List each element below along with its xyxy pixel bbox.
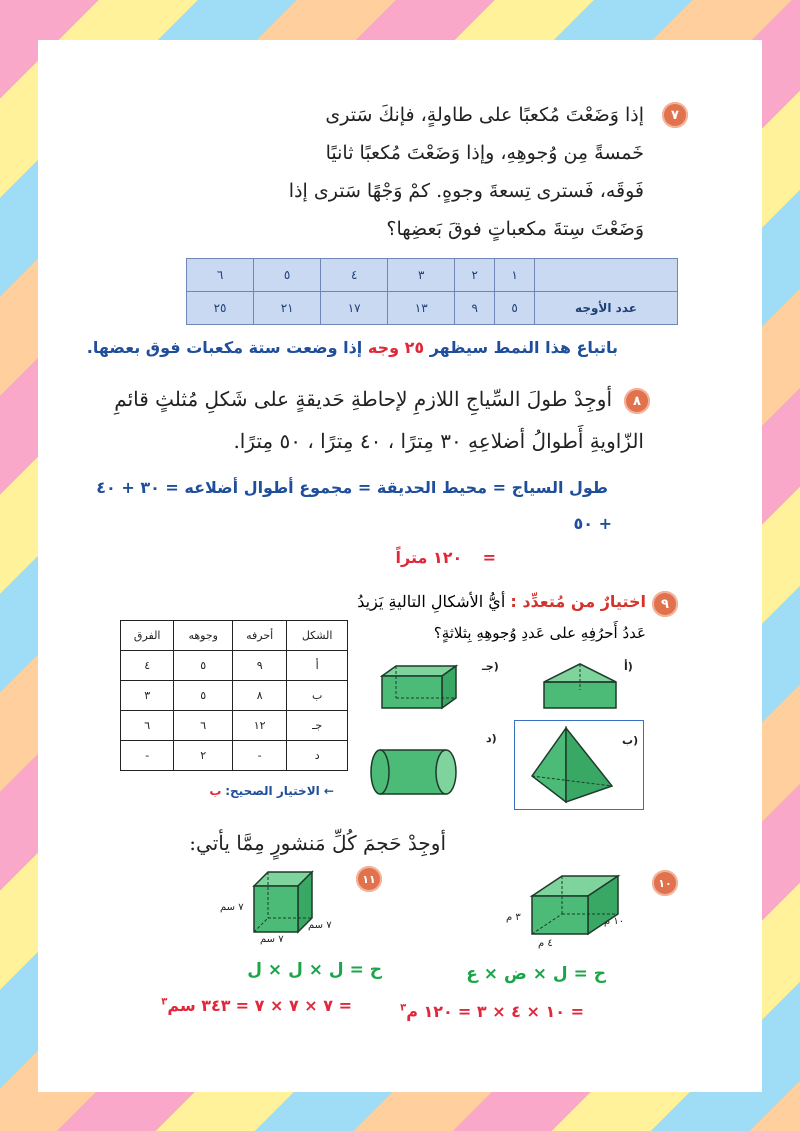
faces-table-header-row (187, 259, 678, 292)
table-row (121, 651, 348, 681)
answer-text: إذا وضعت ستة مكعبات فوق بعضها. (86, 338, 363, 357)
table-cell: ب (287, 681, 348, 711)
shape-a-label: أ) (624, 660, 633, 673)
table-header: الشكل (287, 621, 348, 651)
table-row (121, 681, 348, 711)
triangular-prism-icon (534, 660, 626, 712)
shape-d-label: د) (486, 732, 497, 745)
q11-unit-sup: ٣ (161, 996, 168, 1008)
question-8-answer-line-2: + ٥٠ (573, 514, 612, 533)
q10-result: ١٢٠ م (406, 1002, 453, 1021)
question-9-badge: ٩ (652, 591, 678, 617)
q10-calc: = ١٠ × ٤ × ٣ = (457, 1002, 584, 1021)
q11-result: ٣٤٣ سم (167, 996, 231, 1015)
rectangular-prism-icon (378, 662, 462, 712)
table-cell: ٥ (495, 292, 535, 325)
question-9-line-1 (357, 592, 646, 611)
table-cell: ٢ (455, 259, 495, 292)
pyramid-icon (528, 726, 614, 804)
q11-side-label-right: ٧ سم (308, 920, 332, 931)
table-cell: ٣ (388, 259, 455, 292)
question-7-line-3: فَوقَه، فَسترى تِسعةَ وجوهٍ. كمْ وَجْهًا سَترى إذا (288, 180, 644, 202)
table-cell: ٥ (174, 681, 233, 711)
correct-choice (209, 784, 334, 798)
q10-calculation (400, 1002, 584, 1021)
equals-sign: = (482, 548, 496, 567)
table-header: أحرفه (233, 621, 287, 651)
q11-calc: = ٧ × ٧ × ٧ = (235, 996, 352, 1015)
q11-calculation (161, 996, 352, 1015)
question-8-badge: ٨ (624, 388, 650, 414)
table-cell: ٢٥ (187, 292, 254, 325)
question-8-line-1: أوجِدْ طولَ السِّياجِ اللازمِ لإحاطةِ حَديقةٍ على شَكلِ مُثلثٍ قائمِ (114, 387, 612, 411)
table-cell: ٦ (174, 711, 233, 741)
table-cell: عدد الأوجه (535, 292, 678, 325)
table-row (121, 711, 348, 741)
q11-side-label-bottom: ٧ سم (260, 934, 284, 945)
table-cell: ١ (495, 259, 535, 292)
cylinder-icon (368, 746, 462, 798)
question-8-line-2: الزّاويةِ أَطوالُ أضلاعِهِ ٣٠ مِترًا ، ٤٠ مِترًا ، ٥٠ مِترًا. (233, 429, 644, 453)
question-9-text: أيُّ الأشكالِ التاليةِ يَزيدُ (357, 592, 506, 611)
worksheet-page (38, 40, 762, 1092)
question-7-answer (87, 338, 618, 357)
volume-section-title: أوجِدْ حَجمَ كُلِّ مَنشورٍ مِمَّا يأتي: (189, 831, 446, 855)
question-7-line-4: وَضَعْتَ سِتةَ مكعباتٍ فوقَ بَعضِها؟ (386, 218, 644, 240)
question-9-line-2: عَددُ أَحرُفِهِ على عَددِ وُجوهِهِ بِثلاثةٍ؟ (433, 624, 646, 642)
faces-table-row (187, 292, 678, 325)
table-cell: ٦ (121, 711, 174, 741)
table-cell: أ (287, 651, 348, 681)
shape-b-label: ب) (622, 734, 639, 747)
table-header: الفرق (121, 621, 174, 651)
q11-side-label-left: ٧ سم (220, 902, 244, 913)
choice-label: ← الاختيار الصحيح: (225, 784, 334, 798)
table-cell: جـ (287, 711, 348, 741)
table-cell (535, 259, 678, 292)
shape-c-label: جـ) (482, 660, 499, 673)
table-cell: ٤ (121, 651, 174, 681)
table-cell: ٢١ (254, 292, 321, 325)
q10-length-label: ١٠ م (604, 916, 625, 927)
table-cell: ٦ (187, 259, 254, 292)
question-11-badge: ١١ (356, 866, 382, 892)
q10-unit-sup: ٣ (400, 1002, 407, 1014)
question-7-line-2: خَمسةً مِن وُجوهِهِ، وإذا وَضَعْتَ مُكعبًا ثانيًا (325, 142, 644, 164)
table-cell: - (121, 741, 174, 771)
table-cell: ١٢ (233, 711, 287, 741)
table-header-row (121, 621, 348, 651)
table-cell: ٩ (455, 292, 495, 325)
table-cell: - (233, 741, 287, 771)
table-header: وجوهه (174, 621, 233, 651)
edges-faces-table (120, 620, 348, 771)
table-cell: ٢ (174, 741, 233, 771)
answer-text: باتباع هذا النمط سيظهر (429, 338, 618, 357)
table-cell: ٣ (121, 681, 174, 711)
question-10-badge: ١٠ (652, 870, 678, 896)
question-9-label: اختيارٌ من مُتعدِّد : (510, 592, 646, 611)
q10-height-label: ٣ م (506, 912, 521, 923)
table-cell: ٩ (233, 651, 287, 681)
table-cell: ١٣ (388, 292, 455, 325)
question-8-result (396, 548, 497, 567)
table-cell: ٤ (321, 259, 388, 292)
question-8-answer-line-1: طول السياج = محيط الحديقة = مجموع أطوال أضلاعه = ٣٠ + ٤٠ (96, 478, 608, 497)
table-cell: ٨ (233, 681, 287, 711)
table-cell: ٥ (254, 259, 321, 292)
question-7-line-1: إذا وَضَعْتَ مُكعبًا على طاولةٍ، فإنكَ سَترى (325, 104, 644, 126)
table-row (121, 741, 348, 771)
result-value: ١٢٠ متراً (395, 548, 463, 567)
q11-formula: ح = ل × ل × ل (247, 960, 382, 980)
q10-width-label: ٤ م (538, 938, 553, 949)
table-cell: د (287, 741, 348, 771)
choice-value: ب (209, 784, 222, 798)
question-7-badge: ٧ (662, 102, 688, 128)
table-cell: ١٧ (321, 292, 388, 325)
q10-formula: ح = ل × ض × ع (466, 964, 606, 984)
table-cell: ٥ (174, 651, 233, 681)
answer-highlight: ٢٥ وجه (367, 338, 425, 357)
faces-table (186, 258, 678, 325)
